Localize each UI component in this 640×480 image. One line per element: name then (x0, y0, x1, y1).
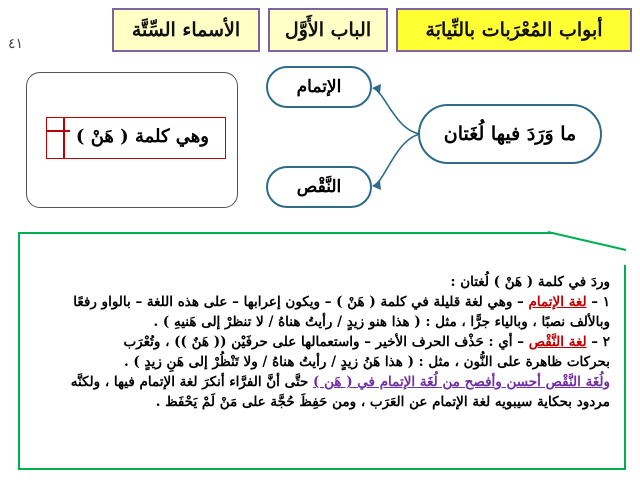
body-line-1 (20, 272, 610, 292)
explanation-text (20, 272, 610, 412)
body-line-3 (20, 312, 610, 332)
header-section-title-text: الباب الأَوَّل (284, 19, 372, 41)
body-line-7-text: مردود بحكاية سيبويه لغة الإتمام عن العَرَب ، ومن حَفِظَ حُجَّة على مَنْ لَمْ يَحْفَظ . (155, 394, 610, 410)
body-line-5-text: بحركات ظاهرة على النُّون ، مثل : ( هذا هَنُ زيدٍ / رأيتُ هناهُ / ولا تَنْظُرْ إلى هَنِ زيدٍ ) . (124, 354, 610, 370)
body-line-4-rest: – أي : حَذْف الحرف الأخير – واستعمالها على حرفَيْن (( هَنٌ )) ، وتُعْرَب (123, 334, 529, 350)
arrow-top-icon (372, 84, 381, 93)
main-oval (418, 104, 602, 164)
term-naqs: لغة النَّقْص (528, 334, 587, 350)
body-line-7 (20, 392, 610, 412)
arrow-bottom-icon (372, 181, 381, 190)
connector-top (373, 88, 420, 134)
top-oval (266, 66, 372, 108)
body-line-2 (20, 292, 610, 312)
body-line-3-text: وبالألف نصبًا ، وبالياء جرًّا ، مثل : ( هذا هنو زيدٍ / رأيتُ هناهُ / لا تنظرْ إلى هَنيهِ ) . (153, 314, 610, 330)
body-line-6-rest: حتَّى أنَّ الفرَّاء أنكرَ لغة الإتمام فيها ، ولكنَّه (70, 374, 314, 390)
bottom-oval-text: النَّقْص (296, 177, 342, 197)
word-box-text: وهي كلمة ( هَنْ ) (75, 126, 209, 147)
page-number: ٤١ (8, 36, 24, 52)
body-line-1-text: وردَ في كلمة ( هَنْ ) لُغتان : (450, 274, 610, 290)
bottom-oval (266, 166, 372, 208)
header-chapter-title-text: أبواب المُعْرَبات بالنِّيابَة (425, 19, 603, 41)
body-line-6 (20, 372, 610, 392)
preference-statement: ولُغَة النَّقْص أحسن وأفصح من لُغَة الإتمام في ( هَن ) (313, 374, 610, 390)
main-oval-text: ما وَرَدَ فيها لُغَتان (443, 123, 577, 145)
header-topic-title-text: الأسماء السِّتَّة (131, 19, 241, 41)
body-line-4 (20, 332, 610, 352)
connector-bottom (373, 134, 420, 186)
term-itmam: لغة الإتمام (528, 294, 587, 310)
top-oval-text: الإتمام (296, 77, 342, 97)
body-line-4-prefix: ٢ – (586, 334, 610, 350)
body-line-5 (20, 352, 610, 372)
body-line-2-rest: – وهي لغة قليلة في كلمة ( هَنْ ) – ويكون إعرابها – على هذه اللغة – بالواو رفعًا (73, 294, 529, 310)
body-line-2-prefix: ١ – (586, 294, 610, 310)
